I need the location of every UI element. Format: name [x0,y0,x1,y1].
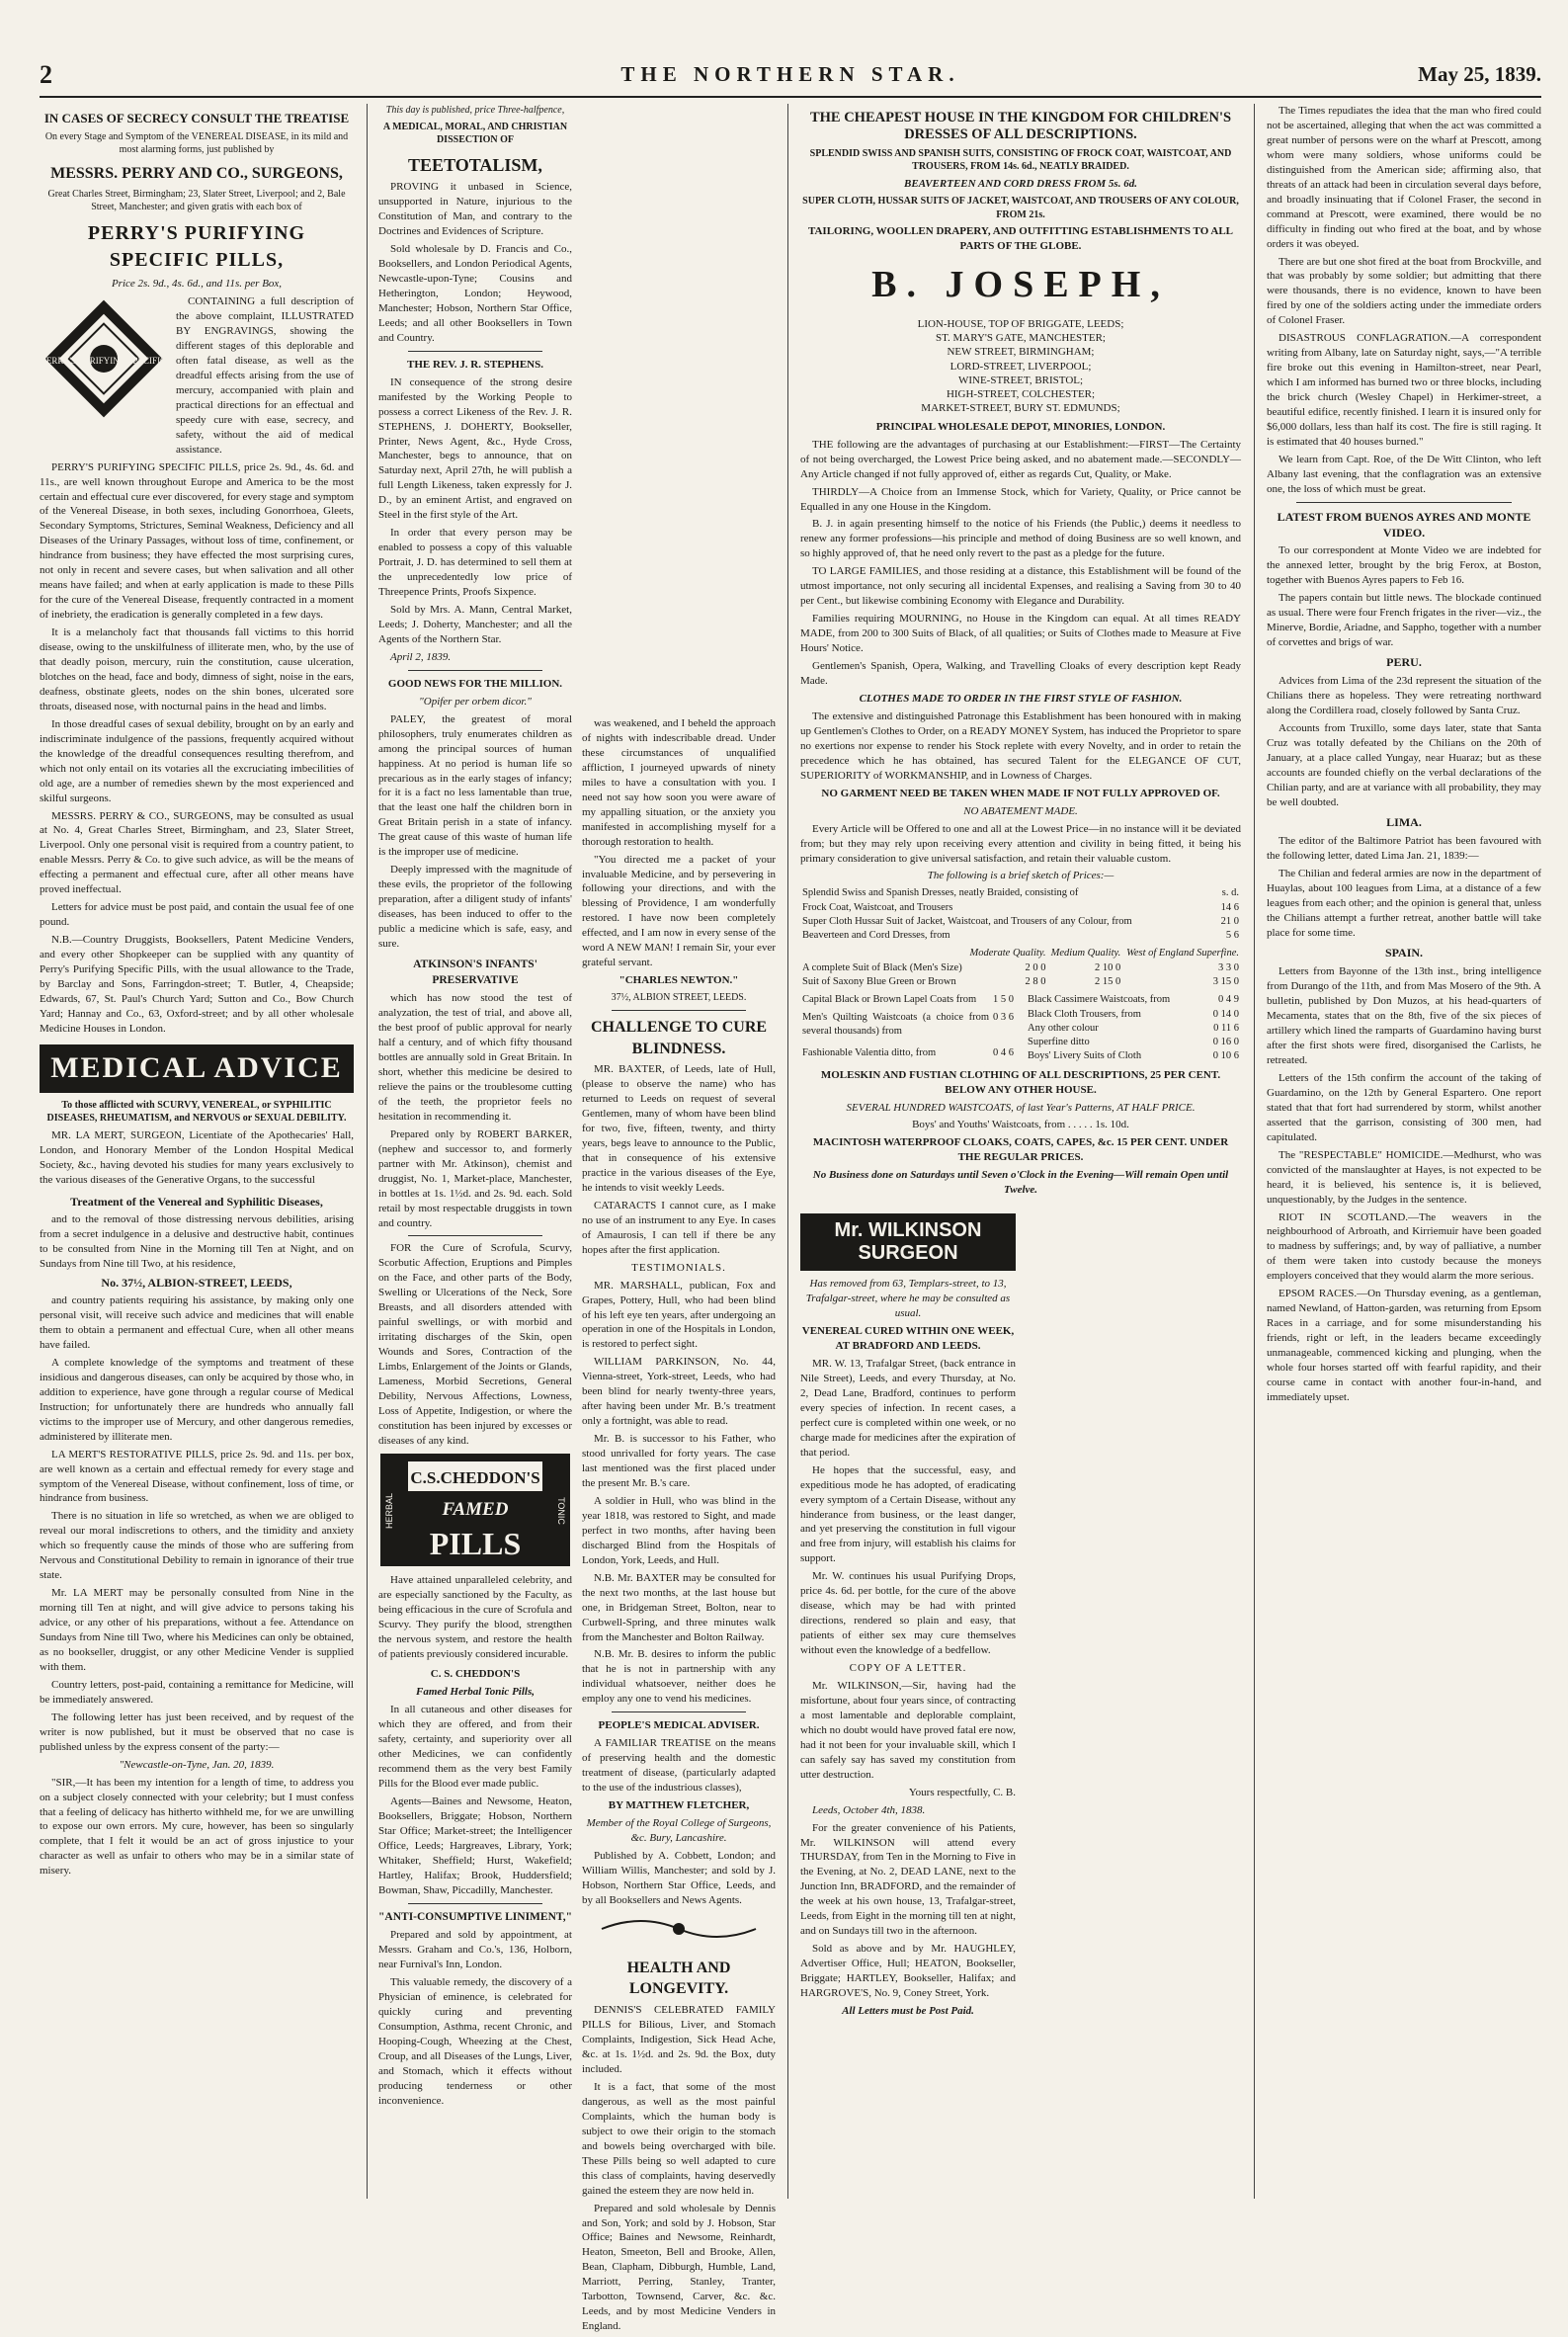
riot-para: RIOT IN SCOTLAND.—The weavers in the neighbourhood of Arbroath, and Kirriemuir have been goaded to madness by sufferings; and, by way of palliative, a number of them were taken into custody because the moneys employers conceived that they would alarm the more serious. [1267,1210,1541,1283]
joseph-locations [800,317,1241,416]
fire-para: DISASTROUS CONFLAGRATION.—A correspondent writing from Albany, late on Saturday night, says,—"A terrible fire broke out this evening in Hamilton-street, near Pearl, which I am informed has burned two or three blocks, including the brick church (Wesley Chapel) in Herkimer-street, a beautiful edifice, recently finished. I learn it is insured only for $6,000 dollars, less than half its cost. The fire is still raging. It is estimated that 40 houses burned." [1267,332,1541,448]
testimonial-6: N.B. Mr. B. desires to inform the public that he is not in partnership with any individual whatsoever, neither does he employ any one to vend his medicines. [582,1648,776,1706]
prices-sketch: The following is a brief sketch of Prices:— [927,870,1114,882]
lamert-para-5: There is no situation in life so wretched, as when we are obliged to reveal our moral indiscretions to others, and the timidity and anxiety which so frequently cause the minds of those who are suffering from Nervous and Constitutional Debility to remain in ignorance of their true state. [40,1510,354,1582]
fire-para-2: We learn from Capt. Roe, of the De Witt Clinton, who left Albany last evening, that the conflagration was an extensive one, the loss of which must be great. [1267,453,1541,495]
million-motto: "Opifer per orbem dicor." [419,695,532,708]
column-rule [367,104,368,2199]
misc-price-table-right [1026,993,1241,1063]
testimonial-4: A soldier in Hull, who was blind in the year 1818, was restored to Sight, and made perfect in two months, after having been discharged Blind from the Hospitals of London, York, Leeds, and Hull. [582,1494,776,1566]
cheddon-agents: Agents—Baines and Newsome, Heaton, Booksellers, Briggate; Hobson, Northern Star Office; Market-street; the Intelligencer Office, Leeds; Hargreaves, Library, York; Whitaker, Sheffield; Hurst, Wakefield; Hartley, Halifax; Brook, Huddersfield; Bowman, Shaw, Piccadilly, Manchester. [378,1795,572,1896]
cheddon-sub: Famed Herbal Tonic Pills, [416,1686,535,1699]
joseph-para-8: Every Article will be Offered to one and all at the Lowest Price—in no instance will it be deviated from; but they may rely upon receiving every attention and civility in being fitted, it being his primary consideration to give universal satisfaction, and retain their valuable custom. [800,822,1241,865]
fashion-heading: CLOTHES MADE TO ORDER IN THE FIRST STYLE OF FASHION. [859,692,1183,705]
buenos-para-2: The papers contain but little news. The blockade continued as usual. There were four French frigates in the river—viz., the Minerve, Bordie, Ariadne, and Sappho, together with a number of corvettes and brigs of war. [1267,592,1541,649]
baxter-left: was weakened, and I beheld the approach of nights with indescribable dread. Under these circumstances of unqualified affliction, I journeyed upwards of ninety miles to have a consultation with you. I need not say how soon you were aware of my appalling situation, or the anxiety you manifested in accomplishing myself for a thorough restoration to health. [582,717,776,848]
location-item: NEW STREET, BIRMINGHAM; [947,346,1095,359]
anti-para-2: This valuable remedy, the discovery of a Physician of eminence, is celebrated for quickly curing and preventing Consumption, Asthma, recent Chronic, and Hooping-Cough, Wheezing at the Chest, Croup, and all Diseases of the Lungs, Liver, and Stomach, which it effects without producing tenderness or other inconvenience. [378,1976,572,2107]
peoples-para: A FAMILIAR TREATISE on the means of preserving health and the domestic treatment of disease, (particularly adapted to the use of the industrious classes), [582,1737,776,1794]
pills-title: PERRY'S PURIFYING SPECIFIC PILLS, [87,221,306,271]
wilkinson-heading: VENEREAL CURED WITHIN ONE WEEK, AT BRADFORD AND LEEDS. [801,1325,1015,1353]
cheddon-image-side-left: HERBAL [384,1492,394,1529]
testimony-letter: "SIR,—It has been my intention for a length of time, to address you on a subject closely connected with your celebrity; but I must confess that a feeling of delicacy has hitherto withheld me, for we are unwilling to expose our own errors. My cure, however, has been so singularly complete, that I felt it would be an act of gross injustice to your character as well as unfair to others who may be in a similar state of misery. [40,1776,354,1878]
times-para-2: There are but one shot fired at the boat from Brockville, and that was probably by some soldier; but admitting that there were thousands, there is no evidence, known to have been fired by one of the soldiers acting under the immediate orders of Colonel Fraser. [1267,255,1541,327]
suit-price-table [800,947,1241,989]
peoples-author: BY MATTHEW FLETCHER, [608,1799,750,1812]
wilkinson-banner [800,1213,1016,1271]
newton-signature: "CHARLES NEWTON." [619,974,739,987]
cheapest-sub-2: BEAVERTEEN AND CORD DRESS FROM 5s. 6d. [904,177,1137,190]
ornament-image [582,1911,776,1947]
peoples-published: Published by A. Cobbett, London; and William Willis, Manchester; and sold by J. Hobson, Northern Star Office, Leeds, and by all Booksellers and News Agents. [582,1849,776,1906]
joseph-para-5: Families requiring MOURNING, no House in the Kingdom can equal. At all times READY MADE, from 200 to 300 Suits of Black, of all qualities; or Suits of Clothes made to Measure at Five Hours' Notice. [800,613,1241,655]
lamert-para-3: and country patients requiring his assistance, by making only one personal visit, will receive such advice and medicines that will enable them to obtain a permanent and effectual Cure, when all other means have failed. [40,1294,354,1351]
joseph-para-3: B. J. in again presenting himself to the notice of his Friends (the Public,) deems it needless to renew any former professions—his principle and method of doing Business are so well known, and so highly approved of, that he need only revert to the past as a pledge for the future. [800,518,1241,560]
teetotalism-sold: Sold wholesale by D. Francis and Co., Booksellers, and London Periodical Agents, Newcastle-upon-Tyne; Cousins and Hetherington, London; Heywood, Manchester; Hobson, Northern Star Office, Leeds; and all other Booksellers in Town and Country. [378,243,572,344]
buenos-para-1: To our correspondent at Monte Video we are indebted for the annexed letter, brought by the brig Ferox, at Boston, together with Buenos Ayres papers to Feb 16. [1267,544,1541,587]
location-item: MARKET-STREET, BURY ST. EDMUNDS; [921,402,1120,415]
perry-para-6: Letters for advice must be post paid, and contain the usual fee of one pound. [40,901,354,929]
treatise-sub: On every Stage and Symptom of the VENEREAL DISEASE, in its mild and most alarming forms, just published by [44,130,349,156]
lamert-para-7: Country letters, post-paid, containing a remittance for Medicine, will be immediately answered. [40,1678,354,1706]
price-table [800,886,1241,943]
stephens-para: IN consequence of the strong desire manifested by the Working People to possess a correct Likeness of the Rev. J. R. STEPHENS, J. DOHERTY, Bookseller, Printer, News Agent, &c., Hyde Cross, Manchester, begs to announce, that on Saturday next, April 27th, he will publish a full Length Likeness, taken expressly for J. D., by an eminent Artist, and engraved on Steel in the first style of the Art. [378,376,572,522]
cheapest-sub-3: SUPER CLOTH, HUSSAR SUITS OF JACKET, WAISTCOAT, AND TROUSERS OF ANY COLOUR, FROM 21s. [802,195,1239,220]
cheddon-heading: C. S. CHEDDON'S [430,1668,521,1681]
macintosh-line: MACINTOSH WATERPROOF CLOAKS, COATS, CAPES, &c. 15 PER CENT. UNDER THE REGULAR PRICES. [812,1136,1229,1164]
column-2 [378,104,776,2333]
cheddon-para: Have attained unparalleled celebrity, and are especially sanctioned by the Faculty, as being efficacious in the cure of Scrofula and Scurvy. They purify the blood, strengthen the nervous system, and restore the health of patients previously considered incurable. [378,1573,572,1660]
medical-advice-sub: To those afflicted with SCURVY, VENEREAL, or SYPHILITIC DISEASES, RHEUMATISM, and NERVOUS or SEXUAL DEBILITY. [46,1099,347,1125]
peru-para-2: Accounts from Truxillo, some days later, state that Santa Cruz was totally defeated by the Chilians on the 20th of January, at a place called Yungay, near Huaraz; but as these accounts are founded chiefly on the verbal declarations of the Chilian party, and are at variance with all probability, they may be well doubted. [1267,722,1541,809]
million-para-2: Deeply impressed with the magnitude of these evils, the proprietor of the following preparation, after a diligent study of infants' diseases, has been induced to offer to the public a medicine which is safe, easy, and sure. [378,864,572,950]
issue-date: May 25, 1839. [1418,62,1541,86]
table-row: Superfine ditto 0 16 0 [1028,1037,1239,1048]
perry-para-2: PERRY'S PURIFYING SPECIFIC PILLS, price 2s. 9d., 4s. 6d. and 11s., are well known throughout Europe and America to be the most certain and effectual cure ever discovered, for every stage and symptom of the Venereal Disease, in both sexes, including Gonorrhoea, Gleets, Secondary Symptoms, Strictures, Seminal Weakness, Deficiency and all Diseases of the Urinary Passages, without loss of time, confinement, or hindrance from business; they have effected the most surprising cures, not only in recent and severe cases, but when salivation and all other means have failed; and when at early application is made to these Pills for the cure of the Venereal Disease, frequently contracted in a moment of inebriety, the eradication is generally completed in a few days. [40,460,354,622]
wilkinson-signature: Yours respectfully, C. B. [908,1786,1016,1798]
wilkinson-para-3: Mr. W. continues his usual Purifying Drops, price 4s. 6d. per bottle, for the cure of the above disease, which may be had with printed directions, rendered so plain and easy, that patients of either sex may cure themselves without even the knowledge of a bedfellow. [800,1570,1016,1657]
masthead: THE NORTHERN STAR. [620,62,960,86]
perry-para-5: MESSRS. PERRY & CO., SURGEONS, may be consulted as usual at No. 4, Great Charles Street, Birmingham, and 23, Slater Street, Liverpool. Only one personal visit is required from a country patient, to enable Messrs. Perry & Co. to give such advice, as will be the means of effecting a permanent and effectual cure, after all other means have proved ineffectual. [40,809,354,896]
column-4 [1267,104,1541,2199]
million-para: PALEY, the greatest of moral philosophers, truly enumerates children as among the principal sources of human happiness. At no period is human life so precarious as in the early stages of infancy; for it is a fact no less lamentable than true, that the least one half the children born in Great Britain perish in a state of infancy. The great cause of this waste of human life is the improper use of medicine. [378,712,572,859]
table-row: Black Cloth Trousers, from 0 14 0 [1028,1008,1239,1020]
location-item: WINE-STREET, BRISTOL; [957,374,1084,386]
atkinson-title: ATKINSON'S INFANTS' PRESERVATIVE [413,958,537,986]
peru-title: PERU. [1386,655,1422,670]
perry-para-7: N.B.—Country Druggists, Booksellers, Patent Medicine Venders, and every other Shopkeeper can be supplied with any quantity of Perry's Purifying Specific Pills, with the usual allowance to the Trade, by Barclay and Sons, Farringdon-street; T. Butler, 4, Cheapside; Edwards, 67, St. Paul's Church Yard; Sutton and Co., Bow Church Yard; Hannay and Co., 63, Oxford-street; and by all other wholesale Medicine Houses in London. [40,934,354,1035]
no-garment-line: NO GARMENT NEED BE TAKEN WHEN MADE IF NOT FULLY APPROVED OF. [821,787,1220,799]
wilkinson-banner-name: Mr. WILKINSON [834,1219,982,1242]
table-row: Suit of Saxony Blue Green or Brown 2 8 0 2 15 0 3 15 0 [802,976,1239,987]
testimonial-3: Mr. B. is successor to his Father, who stood unrivalled for forty years. The case last mentioned was the first placed under the present Mr. B.'s care. [582,1433,776,1489]
table-row: Super Cloth Hussar Suit of Jacket, Waistcoat, and Trousers of any Colour, from 21 0 [802,915,1239,927]
location-item: LORD-STREET, LIVERPOOL; [949,360,1092,373]
tailoring-line: TAILORING, WOOLLEN DRAPERY, AND OUTFITTING ESTABLISHMENTS TO ALL PARTS OF THE GLOBE. [807,225,1234,253]
joseph-para-4: TO LARGE FAMILIES, and those residing at a distance, this Establishment will be found of the utmost importance, not only securing all incidental Expenses, and realising a Saving from 30 to 40 per Cent., but likewise combining Economy with Elegance and Durability. [800,565,1241,608]
no-abatement-line: NO ABATEMENT MADE. [963,804,1078,817]
lima-para-1: The editor of the Baltimore Patriot has been favoured with the following letter, dated Lima Jan. 21, 1839:— [1267,835,1541,863]
no-business-line: No Business done on Saturdays until Seven o'Clock in the Evening—Will remain Open until Twelve. [812,1169,1229,1197]
health-para-3: Prepared and sold wholesale by Dennis and Son, York; and sold by J. Hobson, Star Office; Baines and Newsome, Reinhardt, Heaton, Smeeton, Bell and Brooke, Allen, Bean, Clapham, Dibburgh, Humble, Land, Marriott, Perring, Stanley, Tranter, Tarbotton, Townsend, Carver, &c. &c. Leeds, and by most Medicine Venders in England. [582,2202,776,2333]
wilkinson-para-5: Sold as above and by Mr. HAUGHLEY, Advertiser Office, Hull; HEATON, Bookseller, Briggate; HARTLEY, Bookseller, Halifax; and HARGROVE'S, No. 9, Coney Street, York. [800,1943,1016,2000]
lamert-para-2: and to the removal of those distressing nervous debilities, arising from a secret indulgence in a delusive and destructive habit, continues to be consulted from Nine in the Morning till Ten at Night, and on Sundays from Nine till Two, at his residence, [40,1212,354,1270]
wilkinson-banner-title: SURGEON [858,1242,958,1265]
lima-title: LIMA. [1386,814,1422,829]
health-title: HEALTH AND LONGEVITY. [626,1959,731,1998]
table-row: A complete Suit of Black (Men's Size) 2 0 0 2 10 0 3 3 0 [802,961,1239,973]
challenge-para: MR. BAXTER, of Leeds, late of Hull, (please to observe the name) who has returned to Leeds on request of several Gentlemen, many of whom have been blind for two, five, fifteen, twenty, and thirty years, begs leave to announce to the Public, that in consequence of his extensive practice in the various diseases of the Eye, he intends to visit weekly Leeds. [582,1063,776,1194]
spain-title: SPAIN. [1384,945,1424,960]
joseph-para-7: The extensive and distinguished Patronage this Establishment has been honoured with in making up Gentlemen's Clothes to Order, on a READY MONEY System, has induced the Proprietor to spare no exertions nor expense to render his Stock replete with every Novelty, and in order to retain the precedence which he has obtained, has secured Talent for the ELEGANCE OF CUT, SUPERIORITY of WORKMANSHIP, and in Lowness of Charges. [800,709,1241,782]
cheddon-image-side-right: TONIC [556,1496,566,1525]
moleskin-line: MOLESKIN AND FUSTIAN CLOTHING OF ALL DESCRIPTIONS, 25 PER CENT. BELOW ANY OTHER HOUSE. [820,1068,1221,1096]
table-header-row: Moderate Quality. Medium Quality. West of England Superfine. [969,948,1239,960]
epsom-para: EPSOM RACES.—On Thursday evening, as a gentleman, named Newland, of Hatton-garden, was returning from Epsom Races in a carriage, and for some misunderstanding his friends, right or left, in the leaders became exceedingly unmanageable, commenced kicking and plunging, when the whole four horses started off with fearful rapidity, and their course came in contact with another four-in-hand, and immediately upset. [1267,1288,1541,1403]
joseph-para-1: THE following are the advantages of purchasing at our Establishment:—FIRST—The Certainty of not being overcharged, the Lowest Price being asked, and no abatement made.—SECONDLY—Any Article changed if not fully approved of, either as regards Cut, Quality, or Make. [800,438,1241,480]
lima-para-2: The Chilian and federal armies are now in the department of Huaylas, about 100 leagues from Lima, at a distance of a few leagues from each other; and the opinion is general that, unless the Chilians attempt a further retreat, another battle will take place for some time. [1267,868,1541,939]
several-hundred-line: SEVERAL HUNDRED WAISTCOATS, of last Year's Patterns, AT HALF PRICE. [846,1101,1196,1114]
cheddon-intro: FOR the Cure of Scrofula, Scurvy, Scorbutic Affection, Eruptions and Pimples on the Face, and other parts of the Body, Swelling or Ulcerations of the Neck, Sore Breasts, and all disorders attended with painful swellings, or with morbid and irritating discharges of the Skin, open Wounds and Sores, Contraction of the Limbs, Enlargement of the Joints or Glands, Lameness, Morbid Secretions, General Debility, Nervous Affections, Lowness, Loss of Appetite, Indigestion, or where the constitution has been injured by excesses or diseases of any kind. [378,1242,572,1447]
times-para-1: The Times repudiates the idea that the man who fired could not be ascertained, alleging that when the act was committed a great number of persons were on the wharf at Prescott, among whom were many soldiers, whose uniforms could be distinguished from the American side; affirming also, that threats of an attack had been in circulation several days before, and broadly insinuating that if Colonel Fraser, the second in command at Prescott, were examined, there would be no difficulty in finding out who fired at the boat, and by whose orders it was obeyed. [1267,105,1541,250]
testimonial-2: WILLIAM PARKINSON, No. 44, Vienna-street, York-street, Leeds, who had been blind for nearly twenty-three years, after having been under Mr. B.'s treatment only a fortnight, was able to read. [582,1356,776,1428]
health-para: DENNIS'S CELEBRATED FAMILY PILLS for Bilious, Liver, and Stomach Complaints, Indigestion, Sick Head Ache, &c. at 1s. 1½d. and 2s. 9d. the Box, duty included. [582,2004,776,2075]
cheddon-image-mid: FAMED [442,1498,509,1520]
wholesale-depot: PRINCIPAL WHOLESALE DEPOT, MINORIES, LONDON. [875,420,1166,433]
newton-address: 37½, ALBION STREET, LEEDS. [611,992,747,1004]
anti-para: Prepared and sold by appointment, at Messrs. Graham and Co.'s, 136, Holborn, near Furnival's Inn, London. [378,1929,572,1971]
wilkinson-letters: All Letters must be Post Paid. [842,2005,974,2018]
stephens-para-3: Sold by Mrs. A. Mann, Central Market, Leeds; J. Doherty, Manchester; and all the Agents of the Northern Star. [378,603,572,645]
stephens-date: April 2, 1839. [390,650,452,663]
anti-title: "ANTI-CONSUMPTIVE LINIMENT," [378,1910,572,1923]
teetotalism-sub: A MEDICAL, MORAL, AND CHRISTIAN DISSECTION OF [382,121,568,146]
challenge-title: CHALLENGE TO CURE BLINDNESS. [590,1018,768,1057]
peru-para-1: Advices from Lima of the 23d represent the situation of the Chilians there as hopeless. They were retreating northward along the Cordillera road, closely followed by Santa Cruz. [1267,675,1541,717]
column-rule [787,104,788,2199]
surgeons-name: MESSRS. PERRY AND CO., SURGEONS, [50,164,343,182]
perry-para-3: It is a melancholy fact that thousands fall victims to this horrid disease, owing to the unskilfulness of illiterate men, who, by the use of that deadly poison, mercury, ruin the constitution, cause ulceration, blotches on the head, face and body, dimness of sight, noise in the ears, deafness, obstinate gleets, nodes on the shin bones, ulcerated sore throats, diseased nose, with nocturnal pains in the head and limbs. [40,626,354,712]
spain-para-2: Letters of the 15th confirm the account of the taking of Guardamino, on the 12th by General Espartero. One report stated that that fort had surrendered by storm, whilst another asserted that the garrison, consisting of 300 men, had capitulated. [1267,1071,1541,1143]
perry-para-4: In those dreadful cases of sexual debility, brought on by an early and indiscriminate indulgence of the passions, frequently acquired without the knowledge of the dreadful consequences resulting therefrom, and which not only entail on its votaries all the excruciating imbecilities of old age, are a number of remedies shewn by the most experienced and skilful surgeons. [40,717,354,804]
cheapest-title: THE CHEAPEST HOUSE IN THE KINGDOM FOR CHILDREN'S DRESSES OF ALL DESCRIPTIONS. [809,110,1232,143]
testimony-intro: The following letter has just been received, and by request of the writer is now published, but it must be observed that no case is published unless by the express consent of the party:— [40,1711,354,1753]
pills-price: Price 2s. 9d., 4s. 6d., and 11s. per Box, [111,278,283,291]
location-item: HIGH-STREET, COLCHESTER; [946,388,1096,401]
peoples-member: Member of the Royal College of Surgeons, &c. Bury, Lancashire. [586,1817,772,1844]
stephens-para-2: In order that every person may be enabled to possess a copy of this valuable Portrait, J. D. has determined to sell them at the unprecedentedly low price of Threepence Prints, Proofs Sixpence. [378,527,572,599]
page-header [40,54,1541,98]
teetotalism-title: TEETOTALISM, [408,154,542,175]
wilkinson-letter-date: Leeds, October 4th, 1838. [812,1803,926,1816]
treatment-heading: Treatment of the Venereal and Syphilitic Diseases, [70,1194,323,1209]
table-row: Any other colour 0 11 6 [1028,1022,1239,1034]
table-row: Splendid Swiss and Spanish Dresses, neatly Braided, consisting of s. d. [802,887,1239,899]
cheddon-para-2: In all cutaneous and other diseases for which they are offered, and from their safety, certainty, and superiority over all other Medicines, we can confidently recommend them as the very best Family Pills for the Blood ever made public. [378,1704,572,1791]
atkinson-para-2: Prepared only by ROBERT BARKER, (nephew and successor to, and formerly partner with Mr. Atkinson), chemist and druggist, No. 1, Market-place, Manchester, in bottles at 1s. 1½d. and 2s. 9d. each. Sold retail by most respectable druggists in town and country. [378,1127,572,1229]
pills-seal-image [40,294,168,423]
lamert-address: No. 37½, ALBION-STREET, LEEDS, [101,1275,292,1290]
lamert-para-1: MR. LA MERT, SURGEON, Licentiate of the Apothecaries' Hall, London, and Honorary Member of the London Hospital Medical Society, &c., having devoted his studies for many years exclusively to the various diseases of the Generative Organs, to the successful [40,1128,354,1186]
table-row: Black Cassimere Waistcoats, from 0 4 9 [1028,994,1239,1006]
restorative-pills: LA MERT'S RESTORATIVE PILLS, price 2s. 9d. and 11s. per box, are well known as a certain and effectual remedy for every stage and symptom of the Venereal Disease, without confinement, loss of time, or hindrance from business. [40,1448,354,1505]
perry-para-1: CONTAINING a full description of the above complaint, ILLUSTRATED BY ENGRAVINGS, showing the different stages of this deplorable and often fatal disease, as well as the dreadful effects arising from the use of mercury, accompanied with plain and practical directions for an effectual and speedy cure with ease, secrecy, and safety, without the aid of medical assistance. [176,295,354,456]
challenge-para-2: CATARACTS I cannot cure, as I make no use of an instrument to any Eye. In cases of Amaurosis, I can tell if there be any hopes after the first application. [582,1199,776,1256]
table-row: Men's Quilting Waistcoats (a choice from several thousands) from 0 3 6 [802,1012,1014,1038]
baxter-left-2: "You directed me a packet of your invaluable Medicine, and by persevering in following your directions, and with the blessing of Providence, I am wonderfully restored. I have now been completely effected, and I am now in every sense of the word A NEW MAN! I remain Sir, your ever grateful servant. [582,853,776,969]
stephens-title: THE REV. J. R. STEPHENS. [407,358,543,371]
table-row: Capital Black or Brown Lapel Coats from 1 5 0 [802,994,1014,1006]
lamert-para-6: Mr. LA MERT may be personally consulted from Nine in the morning till Ten at night, and will give advice to persons taking his advice, or any other of his preparations, without a fee. Attendance on Sundays from Nine till Two, where his Medicines can only be obtained, as no bookseller, druggist, or any other Medicine Vender is supplied with them. [40,1587,354,1673]
medical-advice-banner: MEDICAL ADVICE [40,1044,354,1093]
testimonials-heading: TESTIMONIALS. [631,1261,726,1274]
wilkinson-letter: Mr. WILKINSON,—Sir, having had the misfortune, about four years since, of contracting a most lamentable and deplorable complaint, which no doubt would have proved fatal ere now, had it not been for your invaluable skill, which I can safely say has saved my constitution from utter destruction. [800,1680,1016,1781]
wilkinson-removed: Has removed from 63, Templars-street, to 13, Trafalgar-street, where he may be consulted as usual. [805,1278,1011,1320]
teetotalism-para: PROVING it unbased in Science, unsupported in Nature, injurious to the Constitution of Man, and contrary to the Doctrines and Evidences of Scripture. [378,181,572,238]
seal-text: PERRY'S PURIFYING SPECIFIC [41,356,167,367]
testimonial-5: N.B. Mr. BAXTER may be consulted for the next two months, at the last house but one, in Bridgeman Street, Bolton, near to Curbwell-Spring, and three minutes walk from the Manchester and Bolton Railway. [582,1571,776,1643]
million-title: GOOD NEWS FOR THE MILLION. [387,677,563,690]
health-para-2: It is a fact, that some of the most dangerous, as well as the most painful Complaints, which the human body is subject to owe their origin to the stomach and bowels being overcharged with bile. These Pills being so well adapted to cure this class of complaints, having deservedly gained the esteem they are now held in. [582,2080,776,2197]
column-rule [1254,104,1255,2199]
boys-line: Boys' and Youths' Waistcoats, from . . . . . 1s. 10d. [912,1119,1129,1131]
spain-para-1: Letters from Bayonne of the 13th inst., bring intelligence from Durango of the 11th, and from Mas Mosero of the 9th. A bulletin, published by Don Muzos, at his head-quarters of Mecamenta, states that on the 8th, five of the six pieces of artillery which lined the ramparts of Guardamino having burst after the first shots were fired, disorganised the Carlists, he retreated. [1267,965,1541,1066]
cheddon-image-bot: PILLS [429,1525,522,1561]
treatise-heading: IN CASES OF SECRECY CONSULT THE TREATISE [43,111,350,125]
wilkinson-copy: COPY OF A LETTER. [849,1662,967,1675]
wilkinson-para-1: MR. W. 13, Trafalgar Street, (back entrance in Nile Street), Leeds, and every Thursday, at No. 2, Dead Lane, Bradford, continues to perform every species of infection. In recent cases, a perfect cure is completed within one week, or no charge made for medicines after the expiration of that period. [800,1357,1016,1459]
misc-price-table-left [800,993,1016,1063]
table-row: Beaverteen and Cord Dresses, from 5 6 [802,930,1239,942]
column-3 [800,104,1241,2199]
location-item: ST. MARY'S GATE, MANCHESTER; [936,331,1106,344]
joseph-name: B. JOSEPH, [871,264,1170,306]
atkinson-para: which has now stood the test of analyzation, the test of trial, and above all, the best proof of public approval for nearly half a century, and of which fifty thousand bottles are annually sold in Great Britain. In short, whether this medicine be desired to relieve the pains or the troublesome cutting of the teeth, the proprietor feels no hesitation in recommending it. [378,992,572,1123]
table-row: Frock Coat, Waistcoat, and Trousers 14 6 [802,901,1239,913]
page-number: 2 [40,60,52,89]
joseph-para-2: THIRDLY—A Choice from an Immense Stock, which for Variety, Quality, or Price cannot be Equalled in any one House in the Kingdom. [800,485,1241,513]
surgeons-address: Great Charles Street, Birmingham; 23, Slater Street, Liverpool; and 2, Bale Street, Manchester; and given gratis with each box of [47,188,346,213]
buenos-title: LATEST FROM BUENOS AYRES AND MONTE VIDEO. [1277,509,1531,541]
cheapest-sub: SPLENDID SWISS AND SPANISH SUITS, CONSISTING OF FROCK COAT, WAISTCOAT, AND TROUSERS, FROM 14s. 6d., NEATLY BRAIDED. [809,147,1232,173]
table-row: Fashionable Valentia ditto, from 0 4 6 [802,1046,1014,1058]
cheddon-pills-image [378,1452,572,1568]
wilkinson-para-4: For the greater convenience of his Patients, Mr. WILKINSON will attend every THURSDAY, from Ten in the Morning to Five in the Evening, at No. 2, DEAD LANE, next to the Junction Inn, BRADFORD, and the remainder of the week at his own house, 13, Trafalgar-street, Leeds, from Eight in the morning till ten at night, and on Sundays till two in the afternoon. [800,1821,1016,1938]
column-1 [40,104,354,2199]
wilkinson-para-2: He hopes that the successful, easy, and expeditious mode he has adopted, of eradicating every symptom of a Certain Disease, without any hinderance from business, or the least danger, and yet preserving the constitution in full vigour and free from injury, will establish his claims for support. [800,1463,1016,1565]
location-item: LION-HOUSE, TOP OF BRIGGATE, LEEDS; [917,317,1124,330]
lamert-para-4: A complete knowledge of the symptoms and treatment of these insidious and dangerous diseases, can only be acquired by those who, in addition to experience, have gone through a regular course of Medical Instruction; for unfortunately there are hundreds who annually fall victims to the improper use of Mercury, and other dangerous remedies, administered by illiterate men. [40,1356,354,1443]
joseph-para-6: Gentlemen's Spanish, Opera, Walking, and Travelling Cloaks of every description kept Ready Made. [800,660,1241,688]
homicide-para: The "RESPECTABLE" HOMICIDE.—Medhurst, who was convicted of the manslaughter at Hayes, is not expected to be heard, it is believed, his sentence is, it is believed, unquestionably, by the Judges in the sentence. [1267,1148,1541,1206]
teetotalism-top: This day is published, price Three-halfpence, [385,105,565,116]
testimony-date: "Newcastle-on-Tyne, Jan. 20, 1839. [119,1758,275,1771]
table-row: Boys' Livery Suits of Cloth 0 10 6 [1028,1050,1239,1062]
testimonial-1: MR. MARSHALL, publican, Fox and Grapes, Pottery, Hull, who had been blind of his left eye ten years, after undergoing an operation in one of the Hospitals in London, is restored to perfect sight. [582,1279,776,1351]
cheddon-image-top: C.S.CHEDDON'S [410,1467,540,1487]
peoples-title: PEOPLE'S MEDICAL ADVISER. [598,1719,760,1732]
